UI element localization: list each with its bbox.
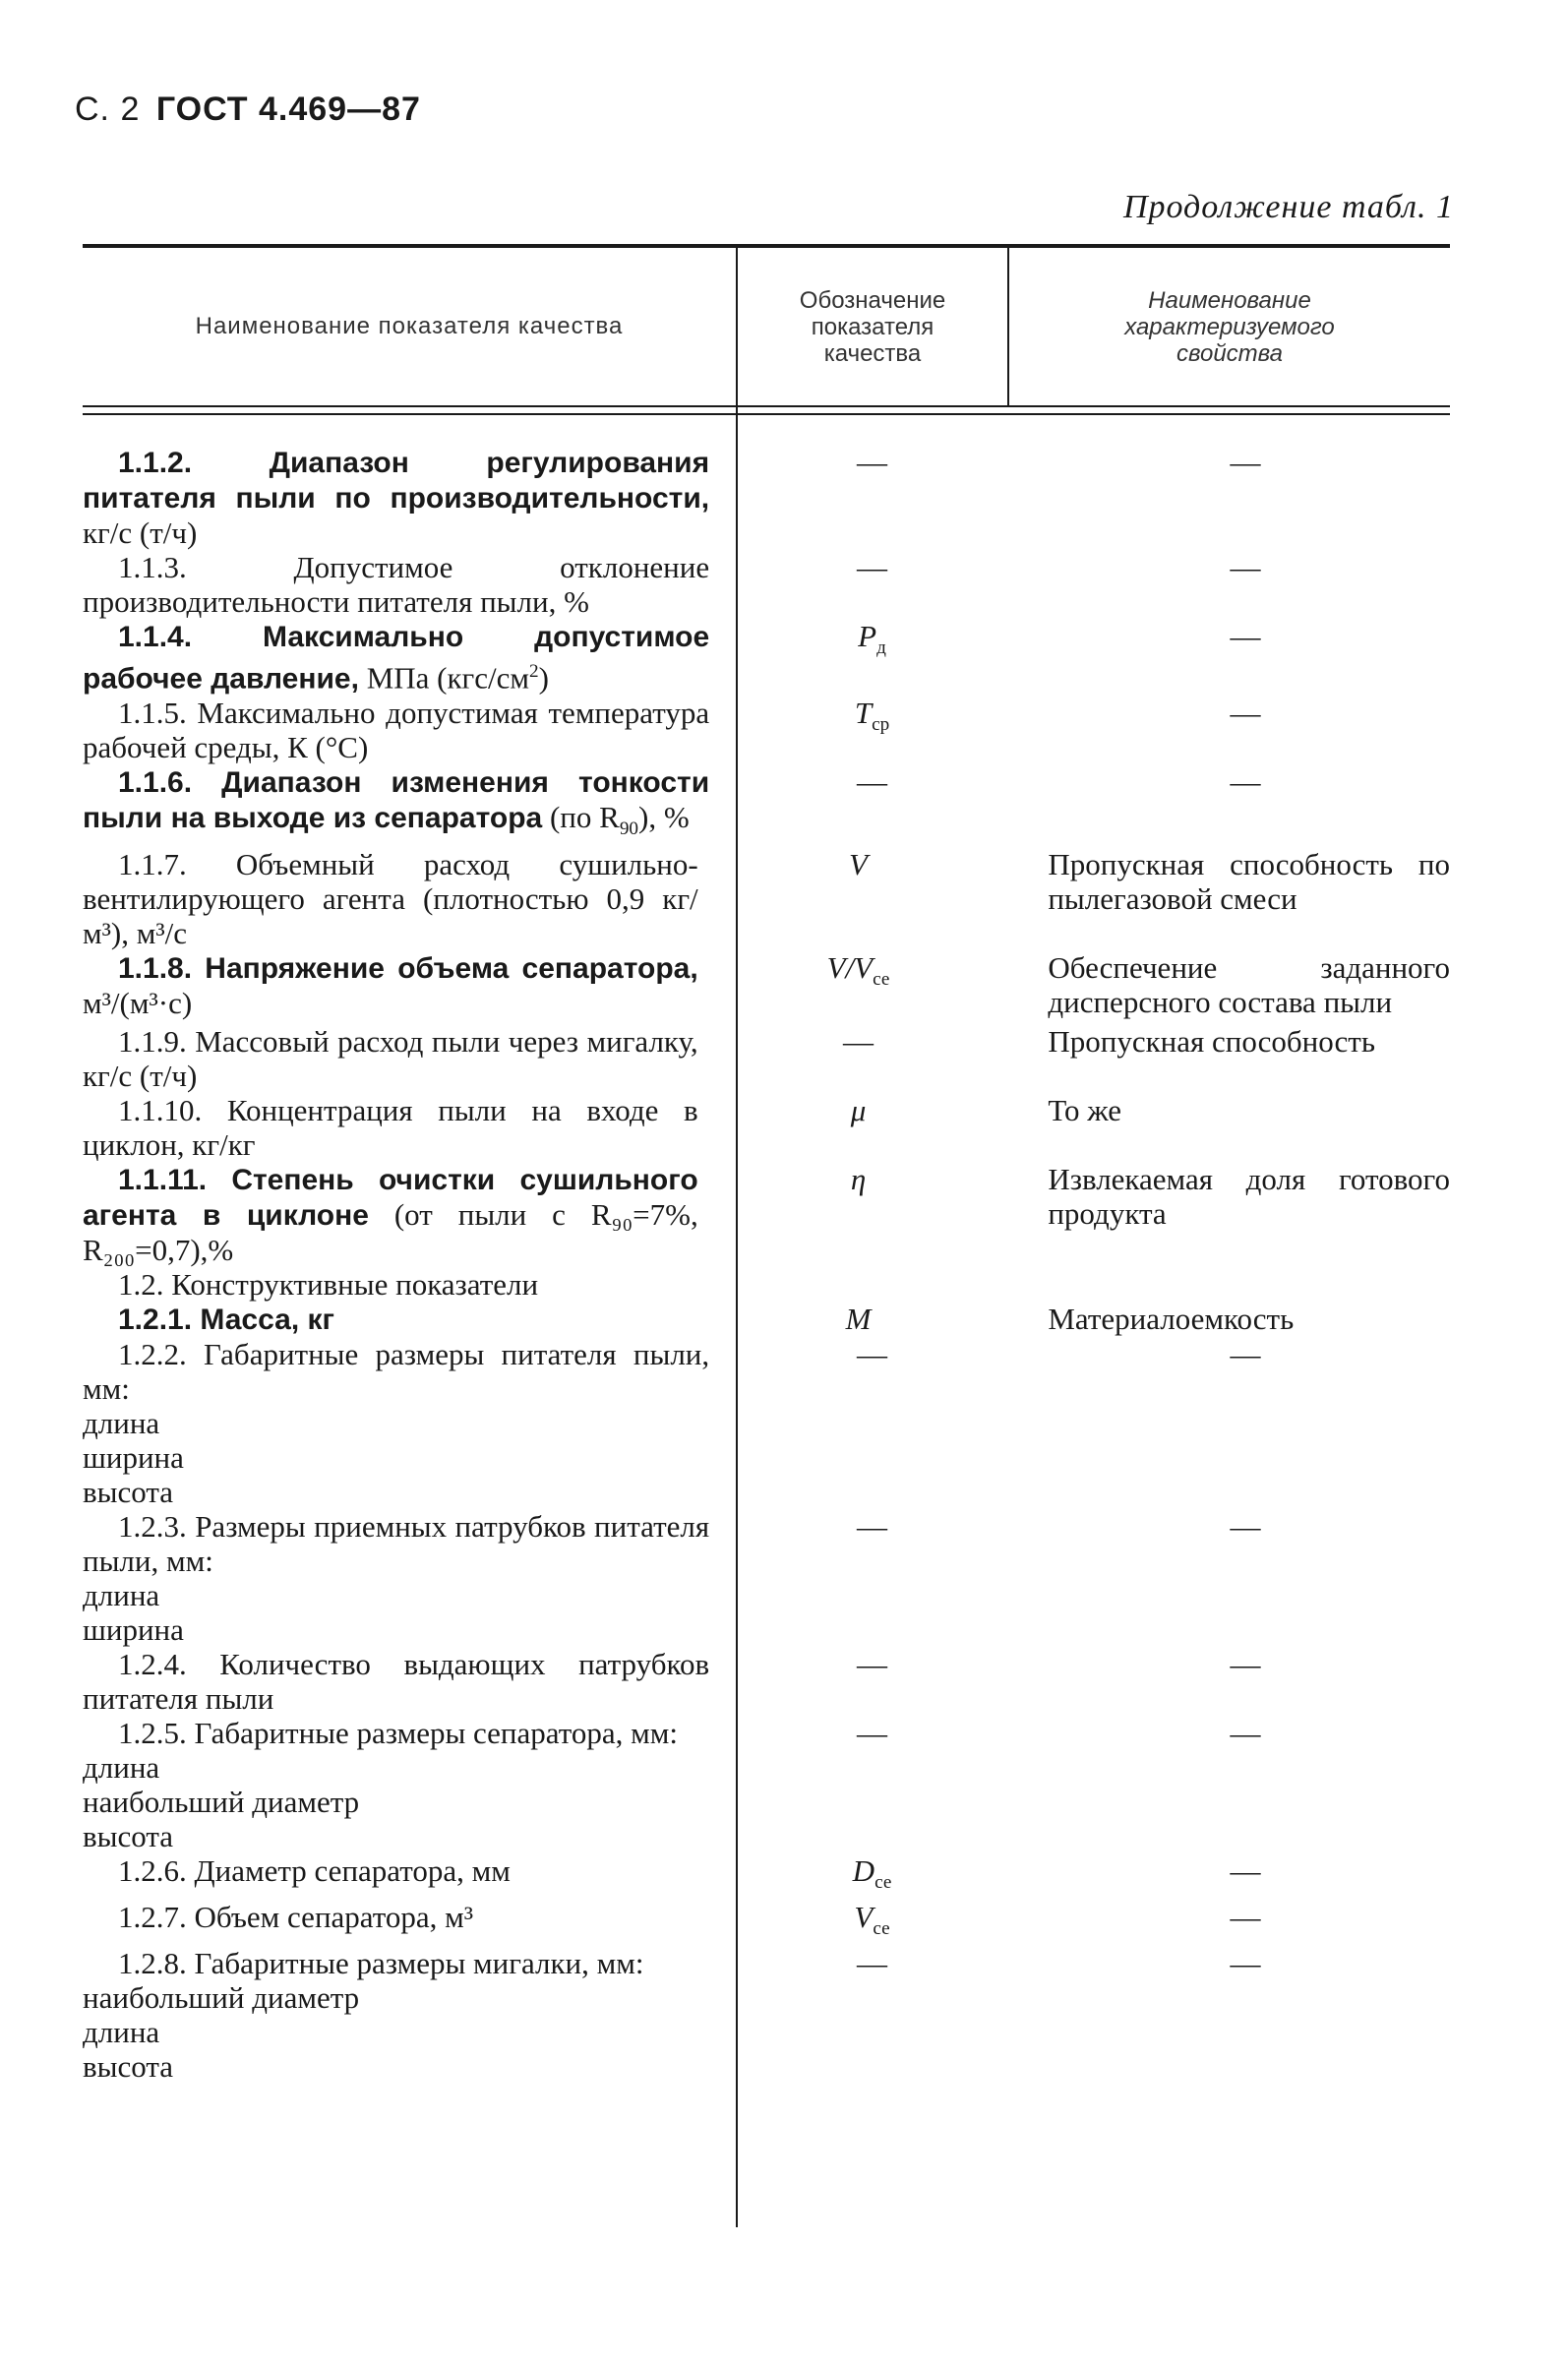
table-row: 1.1.9. Массовый расход пыли через мигалку, кг/с (т/ч) — Пропускная способность: [83, 1023, 1375, 1093]
table-row: 1.2.7. Объем сепаратора, м³ $V_{се}$ —: [118, 1899, 1261, 1939]
table-row: 1.1.8. Напряжение объема сепаратора, м³/(м³·с) $V/V_{се}$ Обеспечение заданного дисперсного состава пыли: [83, 949, 1450, 1020]
column-header-symbol: Обозначение показателя качества: [799, 286, 946, 367]
table-row: 1.2.2. Габаритные размеры питателя пыли, мм: длина ширина высота — —: [83, 1336, 1261, 1509]
column-header-name: Наименование показателя качества: [195, 313, 624, 339]
page-header: [75, 91, 421, 129]
table-row: 1.1.5. Максимально допустимая температура рабочей среды, К (°С) $T_{ср}$ —: [83, 696, 1261, 765]
table-row: 1.1.4. Максимально допустимое рабочее давление, МПа $(кгс/см^2)$ $P_д$ —: [83, 619, 1261, 696]
table-row: 1.1.3. Допустимое отклонение производительности питателя пыли, % — —: [83, 550, 1261, 619]
header-bottom-rule-2: [83, 413, 1450, 415]
table-continuation-label: Продолжение табл. 1: [1122, 189, 1454, 225]
table-row: 1.2.6. Диаметр сепаратора, мм $D_{се}$ —: [118, 1852, 1261, 1893]
header-bottom-rule: [83, 405, 1450, 407]
table-row: 1.2. Конструктивные показатели: [118, 1266, 539, 1302]
table-row: 1.1.6. Диапазон изменения тонкости пыли на выходе из сепаратора (по $R_{90}$), % — —: [83, 764, 1261, 840]
table-row: 1.1.10. Концентрация пыли на входе в циклон, кг/кг μ То же: [83, 1092, 1121, 1162]
column-header-property: Наименование характеризуемого свойства: [1124, 286, 1335, 367]
table-row: 1.2.5. Габаритные размеры сепаратора, мм: длина наибольший диаметр высота — —: [83, 1715, 1261, 1853]
table-row: 1.1.2. Диапазон регулирования питателя пыли по производительности, кг/с (т/ч) — —: [83, 445, 1261, 550]
table-body: [83, 445, 1450, 2084]
table-row: 1.2.8. Габаритные размеры мигалки, мм: наибольший диаметр длина высота — —: [83, 1945, 1261, 2084]
table-row: 1.2.4. Количество выдающих патрубков питателя пыли — —: [83, 1646, 1261, 1716]
standard-number: ГОСТ 4.469—87: [155, 91, 421, 128]
page-number: С. 2: [75, 91, 141, 128]
table-row: 1.2.1. Масса, кг M Материалоемкость: [118, 1301, 1295, 1336]
table-row: 1.2.3. Размеры приемных патрубков питателя пыли, мм: длина ширина — —: [83, 1508, 1261, 1647]
table-row: 1.1.11. Степень очистки сушильного агента в циклоне (от пыли с R₉₀=7%, R₂₀₀=0,7),% η Извлекаемая доля готового продукта: [83, 1161, 1450, 1267]
table-row: 1.1.7. Объемный расход сушильно-вентилирующего агента (плотностью 0,9 кг/м³), м³/с V Пропускная способность по пылегазовой смеси: [83, 846, 1450, 950]
